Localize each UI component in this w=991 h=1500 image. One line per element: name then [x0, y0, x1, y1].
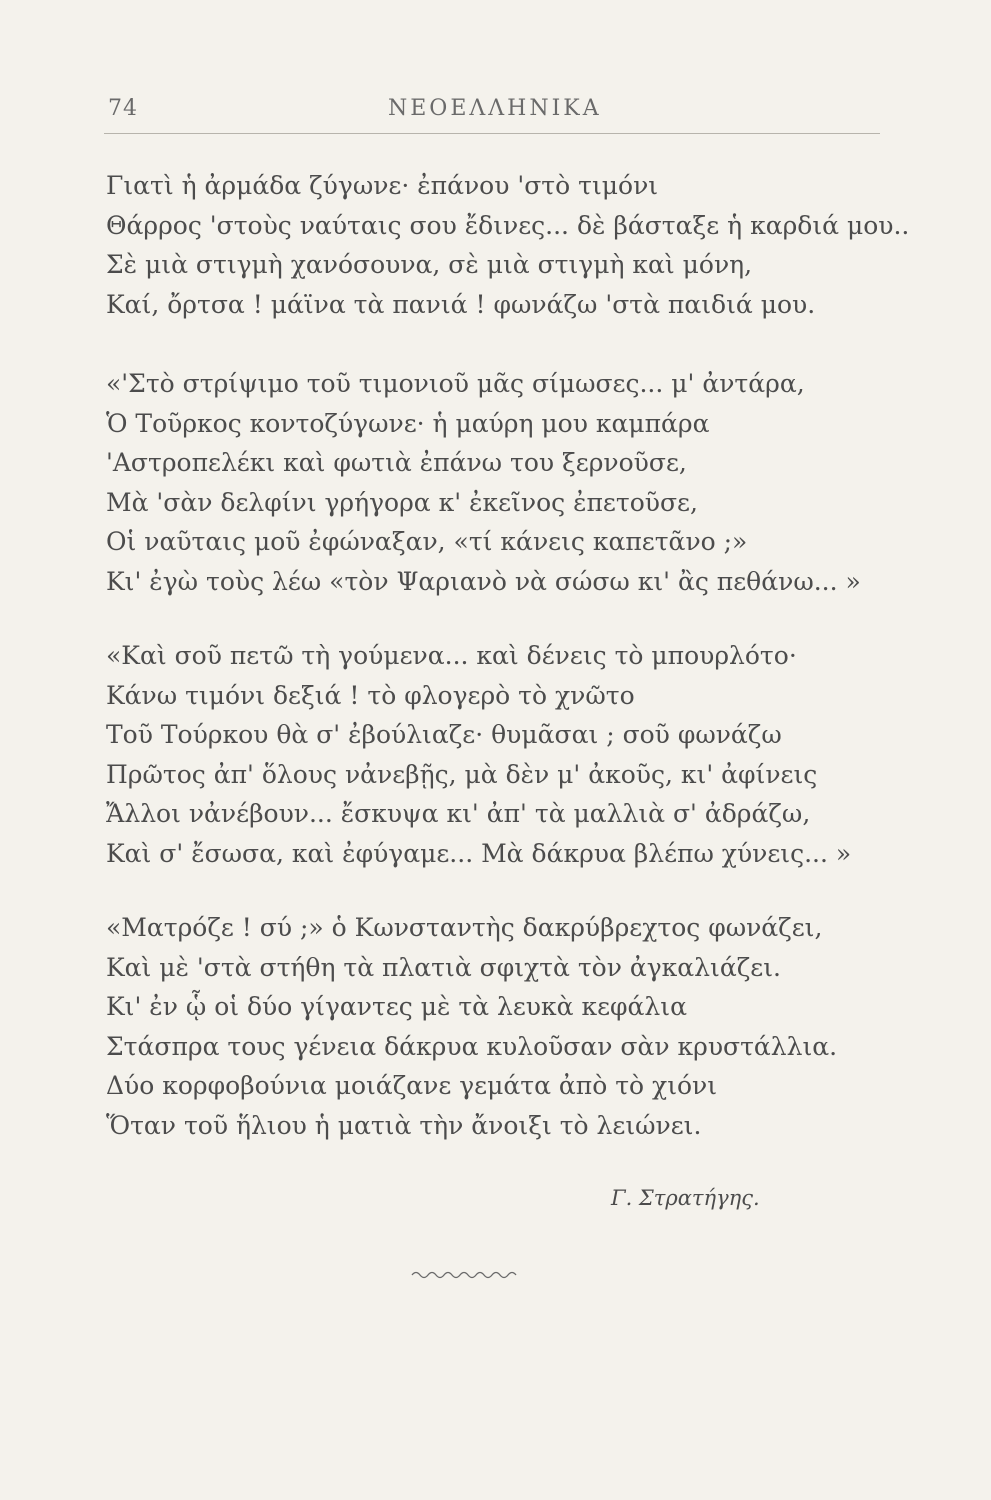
running-title: ΝΕΟΕΛΛΗΝΙΚΑ	[388, 96, 602, 121]
verse-line: Σὲ μιὰ στιγμὴ χανόσουνα, σὲ μιὰ στιγμὴ καὶ μόνη,	[106, 250, 753, 279]
stanza-2	[106, 364, 906, 601]
verse-line: Γιατὶ ἡ ἀρμάδα ζύγωνε· ἐπάνου 'στὸ τιμόνι	[106, 171, 659, 200]
verse-line: «Ματρόζε ! σύ ;» ὁ Κωνσταντὴς δακρύβρεχτος φωνάζει,	[106, 913, 823, 942]
verse-line: Κάνω τιμόνι δεξιά ! τὸ φλογερὸ τὸ χνῶτο	[106, 680, 635, 710]
verse-line: Τοῦ Τούρκου θὰ σ' ἐβούλιαζε· θυμᾶσαι ; σοῦ φωνάζω	[106, 720, 782, 749]
stanza-3	[106, 636, 906, 873]
verse-line: Καὶ μὲ 'στὰ στήθη τὰ πλατιὰ σφιχτὰ τὸν ἀγκαλιάζει.	[106, 952, 781, 982]
verse-line: Κι' ἐγὼ τοὺς λέω «τὸν Ψαριανὸ νὰ σώσω κι' ἂς πεθάνω... »	[106, 566, 861, 596]
verse-line: Ἄλλοι νἀνέβουν... ἔσκυψα κι' ἀπ' τὰ μαλλιὰ σ' ἀδράζω,	[106, 799, 811, 828]
page-number: 74	[108, 96, 138, 121]
verse-line: Καὶ σ' ἔσωσα, καὶ ἐφύγαμε... Μὰ δάκρυα βλέπω χύνεις... »	[106, 838, 852, 868]
verse-line: Ὅταν τοῦ ἥλιου ἡ ματιὰ τὴν ἄνοιξι τὸ λειώνει.	[106, 1110, 702, 1140]
stanza-1	[106, 166, 910, 324]
verse-line: Δύο κορφοβούνια μοιάζανε γεμάτα ἀπὸ τὸ χιόνι	[106, 1071, 718, 1100]
verse-line: Θάρρος 'στοὺς ναύταις σου ἔδινες... δὲ βάσταξε ἡ καρδιά μου..	[106, 210, 910, 240]
end-ornament	[410, 1268, 520, 1282]
verse-line: «Καὶ σοῦ πετῶ τὴ γούμενα... καὶ δένεις τὸ μπουρλότο·	[106, 641, 797, 670]
verse-line: Στάσπρα τους γένεια δάκρυα κυλοῦσαν σὰν κρυστάλλια.	[106, 1031, 838, 1061]
verse-line: Καί, ὄρτσα ! μάϊνα τὰ πανιά ! φωνάζω 'στὰ παιδιά μου.	[106, 289, 816, 319]
stanza-4	[106, 908, 906, 1145]
verse-line: «'Στὸ στρίψιμο τοῦ τιμονιοῦ μᾶς σίμωσες... μ' ἀντάρα,	[106, 369, 805, 398]
verse-line: 'Αστροπελέκι καὶ φωτιὰ ἐπάνω του ξερνοῦσε,	[106, 448, 687, 477]
verse-line: Μὰ 'σὰν δελφίνι γρήγορα κ' ἐκεῖνος ἐπετοῦσε,	[106, 487, 698, 517]
author-signature: Γ. Στρατήγης.	[611, 1186, 760, 1210]
verse-line: Οἱ ναῦταις μοῦ ἐφώναξαν, «τί κάνεις καπετᾶνο ;»	[106, 527, 748, 556]
page-header	[108, 96, 878, 128]
verse-line: Κι' ἐν ᾧ οἱ δύο γίγαντες μὲ τὰ λευκὰ κεφάλια	[106, 992, 687, 1021]
verse-line: Ὁ Τοῦρκος κοντοζύγωνε· ἡ μαύρη μου καμπάρα	[106, 408, 710, 438]
header-rule	[104, 133, 880, 134]
verse-line: Πρῶτος ἀπ' ὅλους νἀνεβῇς, μὰ δὲν μ' ἀκοῦς, κι' ἀφίνεις	[106, 759, 818, 789]
